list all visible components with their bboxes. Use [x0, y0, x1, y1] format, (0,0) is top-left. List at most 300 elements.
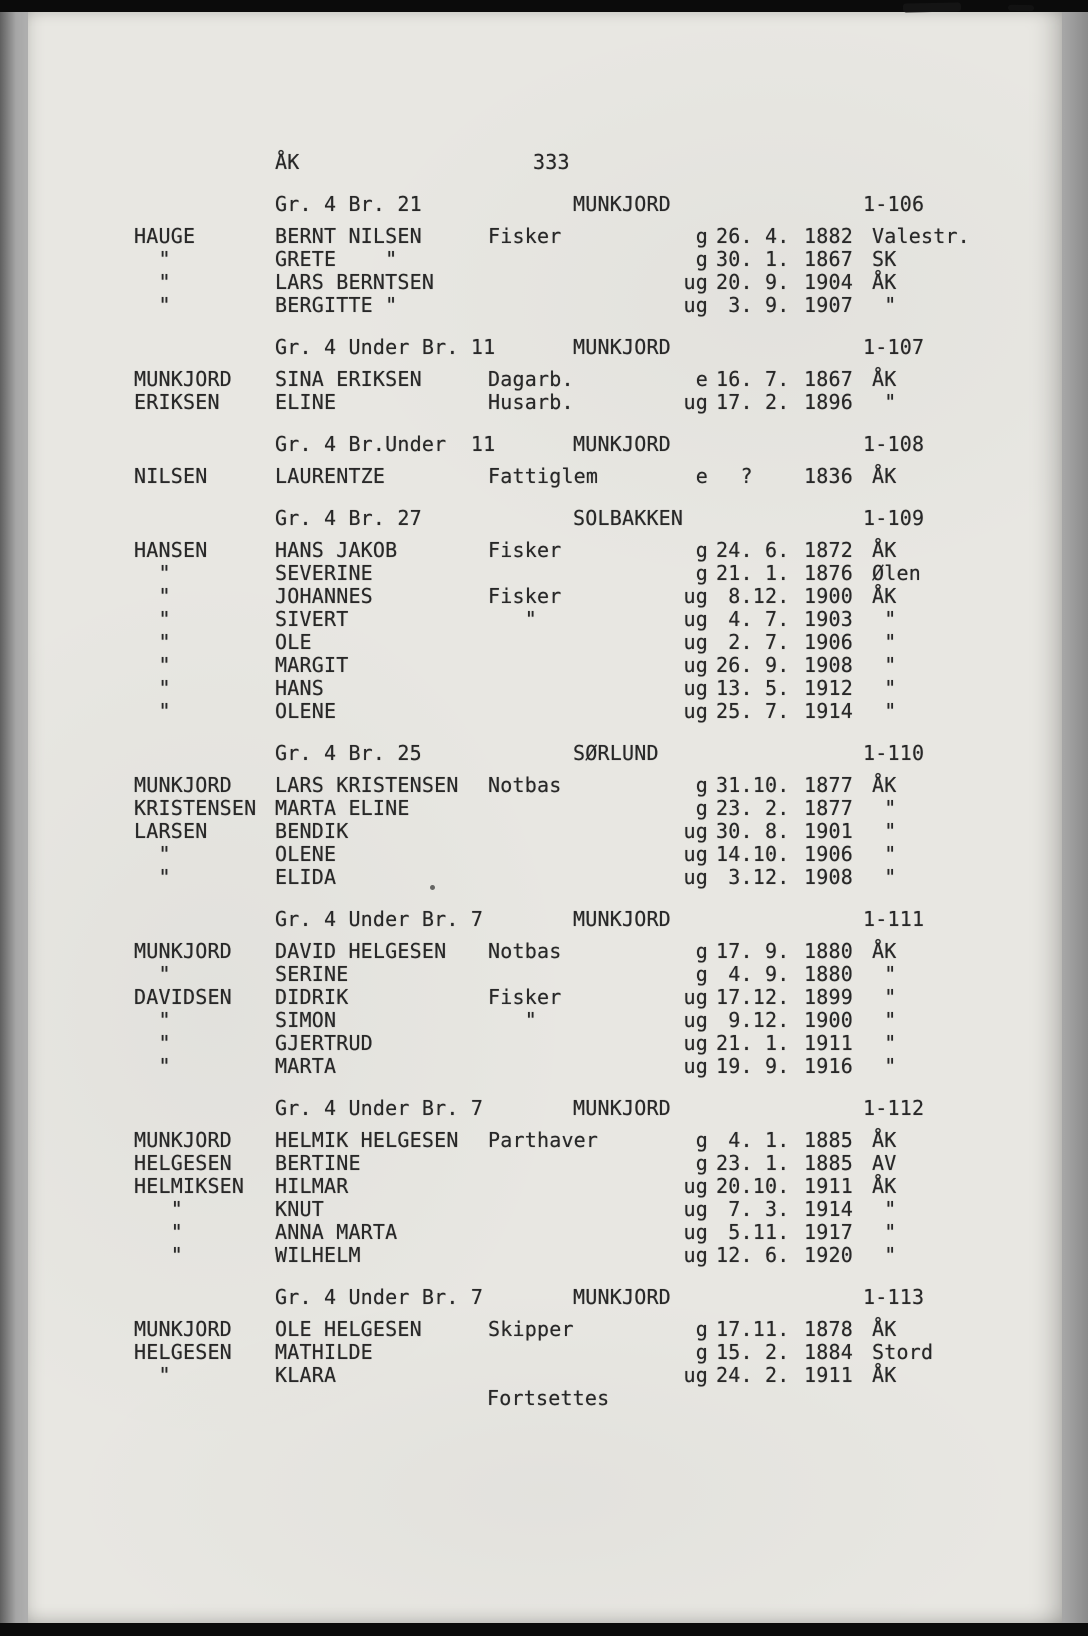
cell-occupation	[488, 1221, 674, 1244]
cell-surname: MUNKJORD	[134, 367, 232, 391]
cell-name: OLENE	[275, 699, 337, 723]
cell-status: g	[695, 561, 708, 585]
cell-year: 1916	[804, 1054, 853, 1078]
cell-name: BENDIK	[275, 819, 349, 843]
section-id: 1-112	[863, 1096, 925, 1120]
cell-date: 20. 9.	[716, 270, 790, 294]
cell-occupation	[488, 1055, 674, 1078]
person-row	[28, 1055, 1062, 1078]
cell-status: ug	[683, 1197, 708, 1221]
section-farm-ref: Gr. 4 Br. 27	[275, 506, 422, 530]
census-section	[28, 1097, 1062, 1267]
cell-surname: "	[134, 865, 171, 889]
cell-name: HELMIK HELGESEN	[275, 1128, 459, 1152]
section-rows	[28, 368, 1062, 414]
cell-occupation	[488, 700, 674, 723]
person-row	[28, 1221, 1062, 1244]
cell-year: 1884	[804, 1340, 853, 1364]
cell-date: 2. 7.	[716, 630, 790, 654]
cell-surname: "	[134, 584, 171, 608]
cell-year: 1911	[804, 1174, 853, 1198]
cell-status: g	[695, 1340, 708, 1364]
cell-surname: ERIKSEN	[134, 390, 220, 414]
census-section	[28, 193, 1062, 317]
cell-name: BERTINE	[275, 1151, 361, 1175]
cell-date: 31.10.	[716, 773, 790, 797]
person-row	[28, 1152, 1062, 1175]
cell-origin: ÅK	[872, 367, 897, 391]
cell-status: g	[695, 247, 708, 271]
cell-occupation	[488, 820, 674, 843]
cell-name: HANS JAKOB	[275, 538, 398, 562]
section-heading	[28, 1097, 1062, 1120]
cell-status: g	[695, 224, 708, 248]
cell-year: 1906	[804, 842, 853, 866]
cell-surname: KRISTENSEN	[134, 796, 257, 820]
cell-occupation	[488, 677, 674, 700]
cell-name: SIVERT	[275, 607, 349, 631]
cell-occupation	[488, 1341, 674, 1364]
person-row	[28, 1032, 1062, 1055]
cell-status: ug	[683, 676, 708, 700]
cell-name: GRETE "	[275, 247, 398, 271]
cell-date: 4. 7.	[716, 607, 790, 631]
cell-origin: ÅK	[872, 1174, 897, 1198]
cell-occupation: Fattiglem	[488, 464, 599, 488]
cell-name: SERINE	[275, 962, 349, 986]
cell-status: ug	[683, 1174, 708, 1198]
cell-year: 1867	[804, 367, 853, 391]
cell-origin: "	[872, 1243, 897, 1267]
cell-status: ug	[683, 1031, 708, 1055]
cell-status: ug	[683, 1363, 708, 1387]
cell-surname: LARSEN	[134, 819, 208, 843]
cell-occupation: "	[488, 607, 537, 631]
cell-occupation: Dagarb.	[488, 367, 574, 391]
person-row	[28, 225, 1062, 248]
cell-name: KLARA	[275, 1363, 337, 1387]
cell-year: 1867	[804, 247, 853, 271]
section-rows	[28, 1129, 1062, 1267]
cell-name: SEVERINE	[275, 561, 373, 585]
cell-status: g	[695, 773, 708, 797]
cell-origin: "	[872, 630, 897, 654]
cell-date: 9.12.	[716, 1008, 790, 1032]
cell-surname: "	[134, 842, 171, 866]
cell-status: ug	[683, 607, 708, 631]
cell-year: 1904	[804, 270, 853, 294]
cell-year: 1880	[804, 939, 853, 963]
cell-year: 1917	[804, 1220, 853, 1244]
cell-name: MARTA	[275, 1054, 337, 1078]
scan-smudge	[1008, 5, 1034, 11]
cell-year: 1920	[804, 1243, 853, 1267]
person-row	[28, 1175, 1062, 1198]
cell-origin: ÅK	[872, 1317, 897, 1341]
cell-occupation	[488, 797, 674, 820]
cell-year: 1908	[804, 865, 853, 889]
cell-surname: DAVIDSEN	[134, 985, 232, 1009]
cell-year: 1906	[804, 630, 853, 654]
cell-year: 1900	[804, 584, 853, 608]
cell-status: ug	[683, 819, 708, 843]
cell-occupation	[488, 654, 674, 677]
person-row	[28, 1318, 1062, 1341]
cell-surname: "	[134, 1243, 183, 1267]
cell-name: DIDRIK	[275, 985, 349, 1009]
cell-name: JOHANNES	[275, 584, 373, 608]
cell-surname: "	[134, 1363, 171, 1387]
cell-surname: "	[134, 699, 171, 723]
cell-date: 20.10.	[716, 1174, 790, 1198]
person-row	[28, 271, 1062, 294]
cell-status: g	[695, 962, 708, 986]
cell-surname: NILSEN	[134, 464, 208, 488]
cell-date: 19. 9.	[716, 1054, 790, 1078]
cell-name: SINA ERIKSEN	[275, 367, 422, 391]
section-rows	[28, 539, 1062, 723]
cell-date: 4. 1.	[716, 1128, 790, 1152]
cell-occupation	[488, 1244, 674, 1267]
cell-status: e	[695, 464, 708, 488]
cell-date: 3.12.	[716, 865, 790, 889]
section-farm-ref: Gr. 4 Br. 25	[275, 741, 422, 765]
person-row	[28, 294, 1062, 317]
cell-occupation	[488, 963, 674, 986]
cell-year: 1896	[804, 390, 853, 414]
section-rows	[28, 940, 1062, 1078]
person-row	[28, 248, 1062, 271]
cell-surname: HAUGE	[134, 224, 196, 248]
cell-year: 1878	[804, 1317, 853, 1341]
census-section	[28, 433, 1062, 488]
cell-name: SIMON	[275, 1008, 337, 1032]
cell-origin: "	[872, 607, 897, 631]
cell-date: 7. 3.	[716, 1197, 790, 1221]
cell-date: 23. 1.	[716, 1151, 790, 1175]
person-row	[28, 608, 1062, 631]
cell-surname: MUNKJORD	[134, 1128, 232, 1152]
cell-year: 1885	[804, 1128, 853, 1152]
cell-date: 13. 5.	[716, 676, 790, 700]
cell-origin: ÅK	[872, 270, 897, 294]
cell-name: HILMAR	[275, 1174, 349, 1198]
cell-date: 17. 2.	[716, 390, 790, 414]
section-place: MUNKJORD	[573, 335, 671, 359]
section-farm-ref: Gr. 4 Under Br. 7	[275, 907, 484, 931]
sections	[28, 193, 1062, 1387]
section-heading	[28, 507, 1062, 530]
cell-date: 24. 6.	[716, 538, 790, 562]
cell-origin: "	[872, 865, 897, 889]
section-id: 1-111	[863, 907, 925, 931]
cell-status: g	[695, 538, 708, 562]
cell-year: 1900	[804, 1008, 853, 1032]
cell-name: OLENE	[275, 842, 337, 866]
person-row	[28, 368, 1062, 391]
person-row	[28, 677, 1062, 700]
cell-date: 15. 2.	[716, 1340, 790, 1364]
cell-name: LARS KRISTENSEN	[275, 773, 459, 797]
cell-origin: ÅK	[872, 538, 897, 562]
page-number: 333	[533, 150, 570, 174]
cell-date: 16. 7.	[716, 367, 790, 391]
cell-status: ug	[683, 1008, 708, 1032]
cell-origin: "	[872, 1054, 897, 1078]
cell-year: 1836	[804, 464, 853, 488]
section-rows	[28, 465, 1062, 488]
person-row	[28, 539, 1062, 562]
cell-occupation	[488, 294, 674, 317]
cell-date: 30. 8.	[716, 819, 790, 843]
cell-origin: "	[872, 796, 897, 820]
person-row	[28, 654, 1062, 677]
section-place: SØRLUND	[573, 741, 659, 765]
census-section	[28, 908, 1062, 1078]
section-id: 1-108	[863, 432, 925, 456]
cell-occupation	[488, 562, 674, 585]
section-place: MUNKJORD	[573, 907, 671, 931]
cell-surname: HELGESEN	[134, 1340, 232, 1364]
cell-year: 1880	[804, 962, 853, 986]
cell-occupation	[488, 843, 674, 866]
person-row	[28, 391, 1062, 414]
census-section	[28, 336, 1062, 414]
section-id: 1-110	[863, 741, 925, 765]
cell-surname: "	[134, 270, 171, 294]
cell-origin: "	[872, 819, 897, 843]
person-row	[28, 986, 1062, 1009]
section-id: 1-113	[863, 1285, 925, 1309]
person-row	[28, 843, 1062, 866]
cell-status: g	[695, 1128, 708, 1152]
cell-origin: "	[872, 293, 897, 317]
cell-occupation	[488, 1152, 674, 1175]
cell-surname: "	[134, 247, 171, 271]
section-heading	[28, 908, 1062, 931]
person-row	[28, 1364, 1062, 1387]
cell-date: 3. 9.	[716, 293, 790, 317]
cell-occupation: Parthaver	[488, 1128, 599, 1152]
section-place: MUNKJORD	[573, 192, 671, 216]
cell-date: 21. 1.	[716, 1031, 790, 1055]
cell-surname: "	[134, 653, 171, 677]
cell-occupation	[488, 1175, 674, 1198]
cell-year: 1877	[804, 773, 853, 797]
cell-occupation: Notbas	[488, 939, 562, 963]
census-section	[28, 742, 1062, 889]
person-row	[28, 1341, 1062, 1364]
cell-status: g	[695, 1151, 708, 1175]
cell-name: MARTA ELINE	[275, 796, 410, 820]
person-row	[28, 940, 1062, 963]
cell-origin: "	[872, 962, 897, 986]
cell-year: 1908	[804, 653, 853, 677]
cell-origin: "	[872, 653, 897, 677]
cell-year: 1872	[804, 538, 853, 562]
section-place: MUNKJORD	[573, 1285, 671, 1309]
section-id: 1-107	[863, 335, 925, 359]
cell-date: 24. 2.	[716, 1363, 790, 1387]
cell-occupation: Husarb.	[488, 390, 574, 414]
person-row	[28, 562, 1062, 585]
section-farm-ref: Gr. 4 Under Br. 11	[275, 335, 496, 359]
person-row	[28, 585, 1062, 608]
cell-origin: "	[872, 676, 897, 700]
cell-date: 12. 6.	[716, 1243, 790, 1267]
scan-smudge	[903, 2, 961, 12]
cell-surname: MUNKJORD	[134, 773, 232, 797]
cell-status: ug	[683, 390, 708, 414]
cell-surname: HANSEN	[134, 538, 208, 562]
cell-status: g	[695, 796, 708, 820]
cell-occupation: Fisker	[488, 584, 562, 608]
cell-origin: ÅK	[872, 584, 897, 608]
census-section	[28, 1286, 1062, 1387]
section-place: SOLBAKKEN	[573, 506, 684, 530]
cell-name: OLE HELGESEN	[275, 1317, 422, 1341]
cell-date: 5.11.	[716, 1220, 790, 1244]
person-row	[28, 866, 1062, 889]
cell-name: WILHELM	[275, 1243, 361, 1267]
section-heading	[28, 336, 1062, 359]
cell-origin: "	[872, 1031, 897, 1055]
cell-surname: "	[134, 607, 171, 631]
cell-year: 1901	[804, 819, 853, 843]
cell-surname: "	[134, 1031, 171, 1055]
continuation-note: Fortsettes	[487, 1386, 610, 1410]
section-id: 1-109	[863, 506, 925, 530]
cell-name: OLE	[275, 630, 312, 654]
cell-surname: "	[134, 676, 171, 700]
person-row	[28, 1198, 1062, 1221]
cell-name: ELIDA	[275, 865, 337, 889]
cell-name: ANNA MARTA	[275, 1220, 398, 1244]
cell-occupation: Fisker	[488, 538, 562, 562]
cell-origin: ÅK	[872, 464, 897, 488]
cell-occupation: "	[488, 1008, 537, 1032]
person-row	[28, 774, 1062, 797]
cell-origin: "	[872, 842, 897, 866]
census-section	[28, 507, 1062, 723]
cell-status: ug	[683, 842, 708, 866]
cell-year: 1885	[804, 1151, 853, 1175]
cell-occupation: Fisker	[488, 985, 562, 1009]
cell-status: ug	[683, 293, 708, 317]
cell-surname: "	[134, 1008, 171, 1032]
cell-date: 17.11.	[716, 1317, 790, 1341]
cell-date: 26. 9.	[716, 653, 790, 677]
cell-surname: "	[134, 293, 171, 317]
cell-year: 1899	[804, 985, 853, 1009]
scan-border-bottom	[0, 1623, 1088, 1636]
section-farm-ref: Gr. 4 Br.Under 11	[275, 432, 496, 456]
cell-occupation	[488, 866, 674, 889]
cell-year: 1914	[804, 699, 853, 723]
cell-occupation	[488, 271, 674, 294]
cell-occupation	[488, 248, 674, 271]
cell-name: KNUT	[275, 1197, 324, 1221]
cell-occupation: Skipper	[488, 1317, 574, 1341]
section-rows	[28, 225, 1062, 317]
cell-origin: AV	[872, 1151, 897, 1175]
section-farm-ref: Gr. 4 Br. 21	[275, 192, 422, 216]
cell-year: 1911	[804, 1031, 853, 1055]
cell-origin: "	[872, 390, 897, 414]
cell-name: MATHILDE	[275, 1340, 373, 1364]
person-row	[28, 631, 1062, 654]
document-page	[28, 11, 1062, 1623]
cell-status: ug	[683, 270, 708, 294]
cell-origin: "	[872, 699, 897, 723]
cell-origin: "	[872, 1008, 897, 1032]
cell-origin: SK	[872, 247, 897, 271]
person-row	[28, 700, 1062, 723]
cell-status: g	[695, 1317, 708, 1341]
cell-origin: ÅK	[872, 939, 897, 963]
cell-surname: "	[134, 1197, 183, 1221]
cell-date: 25. 7.	[716, 699, 790, 723]
section-farm-ref: Gr. 4 Under Br. 7	[275, 1096, 484, 1120]
cell-name: HANS	[275, 676, 324, 700]
cell-origin: Ølen	[872, 561, 921, 585]
cell-origin: ÅK	[872, 773, 897, 797]
cell-year: 1877	[804, 796, 853, 820]
cell-year: 1882	[804, 224, 853, 248]
cell-year: 1914	[804, 1197, 853, 1221]
document-content	[28, 11, 1062, 1410]
section-rows	[28, 1318, 1062, 1387]
cell-date: 8.12.	[716, 584, 790, 608]
cell-origin: "	[872, 1197, 897, 1221]
cell-date: 26. 4.	[716, 224, 790, 248]
cell-status: ug	[683, 630, 708, 654]
cell-status: ug	[683, 653, 708, 677]
cell-name: BERNT NILSEN	[275, 224, 422, 248]
cell-name: DAVID HELGESEN	[275, 939, 447, 963]
cell-date: 30. 1.	[716, 247, 790, 271]
person-row	[28, 797, 1062, 820]
cell-occupation	[488, 1032, 674, 1055]
cell-year: 1907	[804, 293, 853, 317]
cell-name: LARS BERNTSEN	[275, 270, 435, 294]
section-id: 1-106	[863, 192, 925, 216]
section-farm-ref: Gr. 4 Under Br. 7	[275, 1285, 484, 1309]
cell-status: ug	[683, 1243, 708, 1267]
cell-occupation	[488, 1364, 674, 1387]
cell-year: 1912	[804, 676, 853, 700]
cell-status: ug	[683, 1054, 708, 1078]
cell-occupation: Notbas	[488, 773, 562, 797]
cell-year: 1876	[804, 561, 853, 585]
cell-name: LAURENTZE	[275, 464, 386, 488]
cell-origin: Stord	[872, 1340, 934, 1364]
cell-surname: "	[134, 962, 171, 986]
cell-surname: HELGESEN	[134, 1151, 232, 1175]
cell-surname: "	[134, 1220, 183, 1244]
section-heading	[28, 1286, 1062, 1309]
cell-status: ug	[683, 865, 708, 889]
cell-occupation	[488, 631, 674, 654]
cell-status: ug	[683, 1220, 708, 1244]
cell-surname: MUNKJORD	[134, 939, 232, 963]
cell-date: 23. 2.	[716, 796, 790, 820]
cell-origin: ÅK	[872, 1363, 897, 1387]
cell-surname: HELMIKSEN	[134, 1174, 245, 1198]
cell-origin: Valestr.	[872, 224, 970, 248]
section-heading	[28, 433, 1062, 456]
cell-occupation: Fisker	[488, 224, 562, 248]
